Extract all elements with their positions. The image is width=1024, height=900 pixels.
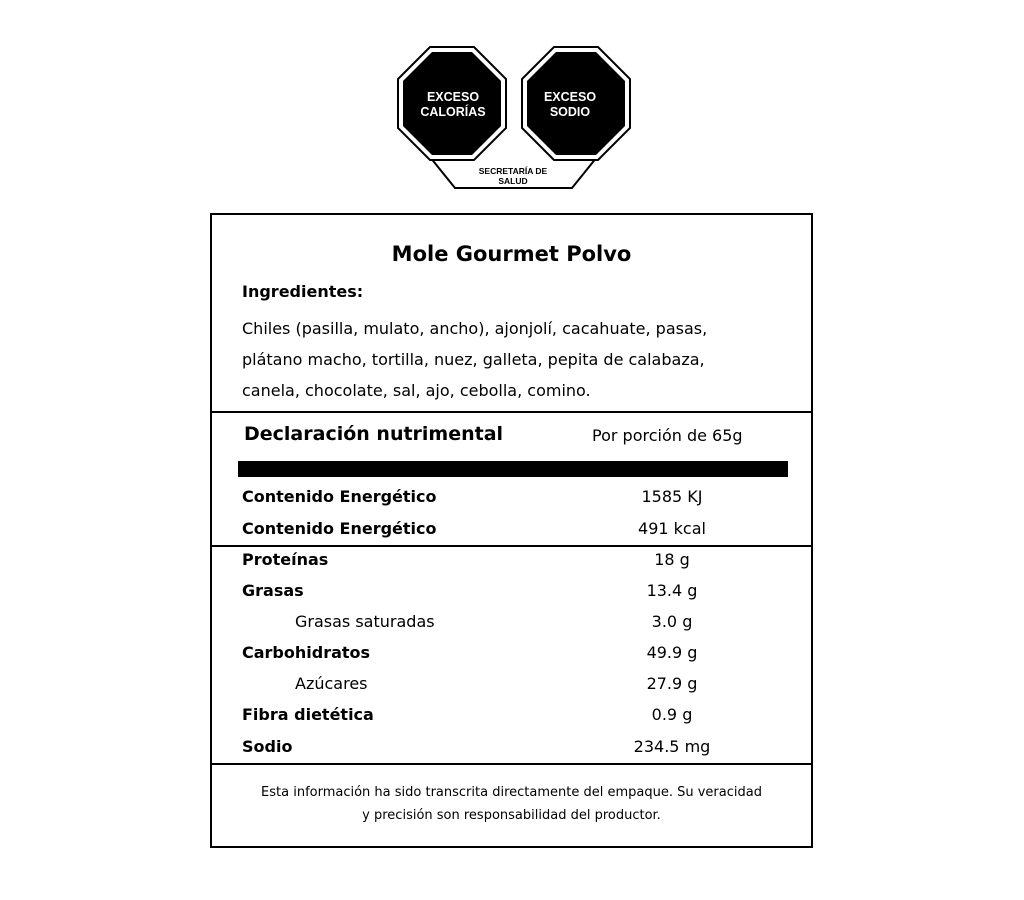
nutrient-value: 27.9 g xyxy=(646,674,698,693)
nutrient-value: 49.9 g xyxy=(646,643,698,662)
ingredients-text xyxy=(242,313,762,406)
nutrient-row-energy-kj xyxy=(212,487,811,511)
seal-footer-line-1: SECRETARÍA DE xyxy=(478,166,548,176)
seal-right-line-1: EXCESO xyxy=(543,90,597,104)
seal-left-line-1: EXCESO xyxy=(426,90,480,104)
nutrient-row-proteins xyxy=(212,550,811,574)
divider xyxy=(212,411,811,413)
nutrient-value: 0.9 g xyxy=(651,705,693,724)
nutrient-label: Contenido Energético xyxy=(242,487,437,506)
nutrient-label: Carbohidratos xyxy=(242,643,371,662)
disclaimer-line: Esta información ha sido transcrita directamente del empaque. Su veracidad xyxy=(261,785,762,800)
nutrient-value: 1585 KJ xyxy=(641,487,703,506)
nutrient-row-fiber xyxy=(212,705,811,729)
nutrient-value: 13.4 g xyxy=(646,581,698,600)
nutrient-value: 18 g xyxy=(654,550,690,569)
nutrient-row-fats xyxy=(212,581,811,605)
nutrient-row-saturated-fats xyxy=(212,612,811,636)
nutrient-value: 491 kcal xyxy=(638,519,706,538)
declaration-title: Declaración nutrimental xyxy=(244,423,504,445)
seal-left-line-2: CALORÍAS xyxy=(420,105,486,119)
ingredients-heading: Ingredientes: xyxy=(242,282,364,301)
disclaimer-line: y precisión son responsabilidad del productor. xyxy=(362,808,661,823)
nutrient-value: 3.0 g xyxy=(651,612,693,631)
portion-size: Por porción de 65g xyxy=(592,426,743,445)
disclaimer xyxy=(212,781,811,827)
nutrient-label: Contenido Energético xyxy=(242,519,437,538)
nutrient-label: Grasas saturadas xyxy=(295,612,435,631)
ingredients-line: canela, chocolate, sal, ajo, cebolla, comino. xyxy=(242,381,591,400)
divider xyxy=(212,763,811,765)
product-name: Mole Gourmet Polvo xyxy=(391,242,632,266)
nutrient-row-sodium xyxy=(212,737,811,761)
thick-divider xyxy=(238,461,788,477)
warning-seals-graphic xyxy=(394,45,634,192)
ingredients-line: Chiles (pasilla, mulato, ancho), ajonjolí, cacahuate, pasas, xyxy=(242,319,708,338)
nutrient-row-energy-kcal xyxy=(212,519,811,543)
divider xyxy=(212,545,811,547)
nutrient-label: Azúcares xyxy=(295,674,368,693)
nutrient-row-carbohydrates xyxy=(212,643,811,667)
nutrient-label: Fibra dietética xyxy=(242,705,374,724)
warning-seals xyxy=(394,45,634,192)
nutrient-value: 234.5 mg xyxy=(633,737,711,756)
nutrition-panel xyxy=(210,213,813,848)
nutrient-row-sugars xyxy=(212,674,811,698)
nutrient-label: Sodio xyxy=(242,737,293,756)
seal-footer-line-2: SALUD xyxy=(498,176,528,186)
nutrient-label: Grasas xyxy=(242,581,304,600)
nutrient-label: Proteínas xyxy=(242,550,329,569)
seal-right-line-2: SODIO xyxy=(549,105,591,119)
ingredients-line: plátano macho, tortilla, nuez, galleta, pepita de calabaza, xyxy=(242,350,705,369)
